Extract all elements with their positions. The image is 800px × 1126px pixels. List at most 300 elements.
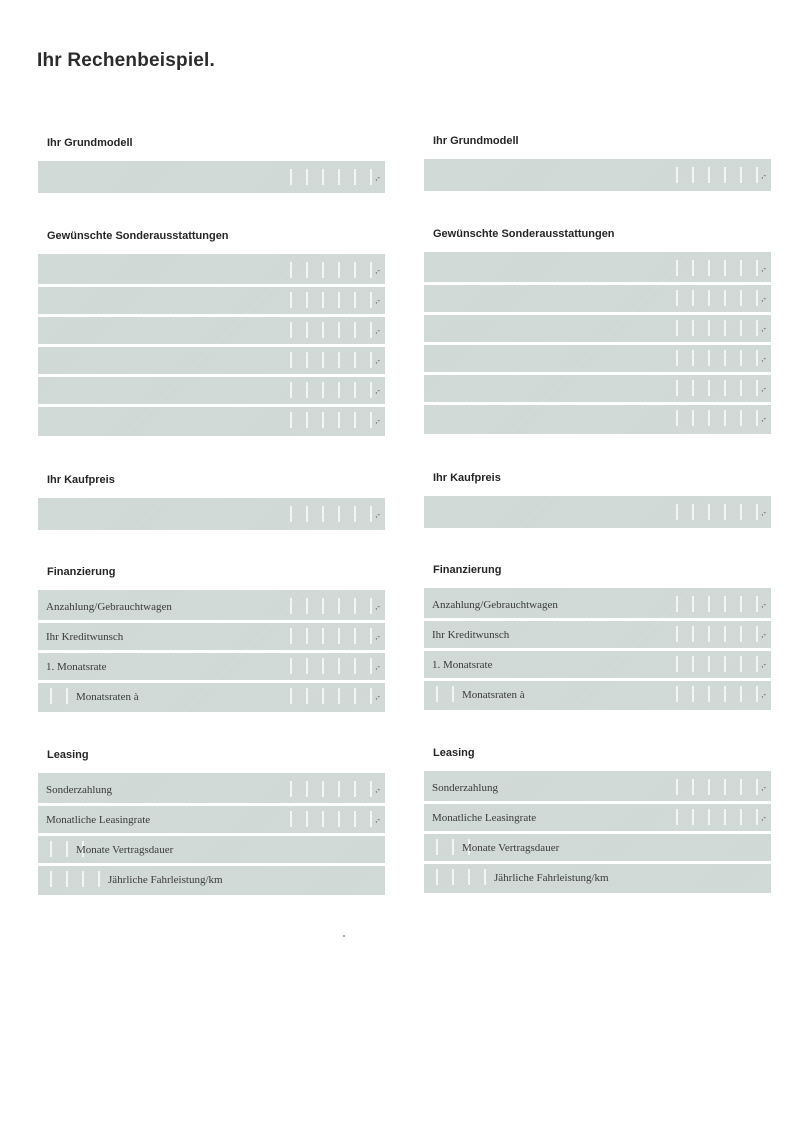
section-heading-finanzierung: Finanzierung [47,566,116,578]
digit-divider [724,504,726,520]
section-heading-sonderausstattungen: Gewünschte Sonderausstattungen [47,230,229,242]
digit-divider [354,169,356,185]
currency-suffix: ,- [375,173,380,182]
digit-divider [306,292,308,308]
digit-divider [708,779,710,795]
digit-divider [692,626,694,642]
form-row[interactable] [424,804,771,830]
amount-entry-boxes[interactable] [424,596,771,612]
page-title: Ihr Rechenbeispiel. [37,50,216,71]
digit-divider [338,781,340,797]
digit-divider [724,596,726,612]
currency-suffix: ,- [761,630,766,639]
form-row[interactable] [424,315,771,341]
form-row[interactable] [424,255,771,281]
digit-divider [338,352,340,368]
form-row[interactable] [424,864,771,890]
digit-divider [306,352,308,368]
currency-suffix: ,- [375,510,380,519]
row-label: 1. Monatsrate [432,659,493,671]
digit-divider [306,382,308,398]
amount-entry-boxes[interactable] [38,352,385,368]
digit-divider [322,598,324,614]
digit-divider [724,350,726,366]
digit-divider [436,869,438,885]
digit-divider [290,811,292,827]
print-speck [343,935,345,937]
digit-divider [708,380,710,396]
digit-divider [290,506,292,522]
row-label: Monatsraten à [76,691,139,703]
digit-divider [322,292,324,308]
form-box-kaufpreis [424,496,771,528]
currency-suffix: ,- [375,692,380,701]
digit-divider [740,686,742,702]
digit-divider [676,260,678,276]
digit-divider [338,598,340,614]
form-row[interactable] [38,866,385,892]
digit-divider [290,412,292,428]
digit-divider [740,380,742,396]
digit-divider [338,292,340,308]
amount-entry-boxes[interactable] [424,260,771,276]
digit-divider [692,596,694,612]
digit-divider [740,350,742,366]
digit-divider [82,871,84,887]
row-label: Monatsraten à [462,689,525,701]
section-heading-kaufpreis: Ihr Kaufpreis [47,474,115,486]
currency-suffix: ,- [375,416,380,425]
digit-divider [756,626,758,642]
digit-divider [338,628,340,644]
digit-divider [370,322,372,338]
digit-divider [708,260,710,276]
digit-divider [306,811,308,827]
digit-divider [692,290,694,306]
form-box-leasing [424,771,771,893]
digit-divider [692,686,694,702]
amount-entry-boxes[interactable] [424,779,771,795]
digit-divider [354,781,356,797]
digit-divider [306,506,308,522]
form-row[interactable] [38,836,385,862]
amount-entry-boxes[interactable] [424,656,771,672]
digit-divider [676,656,678,672]
digit-divider [756,380,758,396]
digit-divider [692,410,694,426]
digit-divider [676,596,678,612]
digit-divider [370,781,372,797]
digit-divider [484,869,486,885]
form-row[interactable] [424,499,771,525]
amount-entry-boxes[interactable] [38,262,385,278]
digit-divider [692,167,694,183]
digit-divider [452,839,454,855]
digit-divider [724,260,726,276]
form-row[interactable] [38,776,385,802]
row-label: Ihr Kreditwunsch [432,629,510,641]
form-row[interactable] [424,375,771,401]
form-box-sonderausstattungen [424,252,771,434]
form-row[interactable] [38,501,385,527]
form-row[interactable] [424,591,771,617]
form-box-grundmodell [424,159,771,191]
digit-divider [708,167,710,183]
digit-divider [692,809,694,825]
digit-divider [740,596,742,612]
digit-divider [740,779,742,795]
form-row[interactable] [38,317,385,343]
digit-divider [290,322,292,338]
digit-divider [740,410,742,426]
digit-divider [692,779,694,795]
currency-suffix: ,- [375,662,380,671]
amount-entry-boxes[interactable] [38,658,385,674]
digit-divider [290,628,292,644]
digit-divider [290,658,292,674]
digit-divider [306,598,308,614]
digit-divider [724,626,726,642]
form-row[interactable] [424,834,771,860]
digit-divider [708,504,710,520]
digit-divider [724,320,726,336]
form-row[interactable] [424,405,771,431]
digit-divider [322,169,324,185]
digit-divider [724,809,726,825]
digit-divider [322,688,324,704]
digit-divider [354,658,356,674]
digit-divider [354,412,356,428]
form-box-finanzierung [38,590,385,712]
digit-divider [676,350,678,366]
digit-divider [338,658,340,674]
digit-divider [98,871,100,887]
digit-divider [756,779,758,795]
currency-suffix: ,- [375,785,380,794]
digit-divider [708,656,710,672]
form-row[interactable] [38,623,385,649]
digit-divider [322,781,324,797]
digit-divider [676,626,678,642]
row-label: Monate Vertragsdauer [462,842,560,854]
digit-divider [370,382,372,398]
digit-divider [290,169,292,185]
digit-divider [724,779,726,795]
digit-divider [306,322,308,338]
form-row[interactable] [38,407,385,433]
amount-entry-boxes[interactable] [38,506,385,522]
digit-divider [724,686,726,702]
amount-entry-boxes[interactable] [424,350,771,366]
digit-divider [756,167,758,183]
digit-divider [740,290,742,306]
digit-divider [290,598,292,614]
currency-suffix: ,- [375,266,380,275]
amount-entry-boxes[interactable] [38,292,385,308]
digit-divider [740,626,742,642]
digit-divider [452,869,454,885]
digit-divider [338,811,340,827]
digit-divider [370,292,372,308]
digit-divider [708,290,710,306]
digit-divider [708,320,710,336]
digit-divider [692,320,694,336]
amount-entry-boxes[interactable] [38,412,385,428]
digit-divider [306,628,308,644]
digit-divider [338,412,340,428]
digit-divider [354,292,356,308]
row-label: Ihr Kreditwunsch [46,631,124,643]
amount-entry-boxes[interactable] [424,410,771,426]
digit-divider [756,290,758,306]
form-box-sonderausstattungen [38,254,385,436]
section-heading-sonderausstattungen: Gewünschte Sonderausstattungen [433,228,615,240]
row-label: Sonderzahlung [46,784,112,796]
digit-divider [676,779,678,795]
currency-suffix: ,- [761,690,766,699]
form-row[interactable] [38,806,385,832]
currency-suffix: ,- [375,602,380,611]
digit-divider [354,506,356,522]
digit-divider [756,260,758,276]
digit-divider [740,260,742,276]
currency-suffix: ,- [375,632,380,641]
digit-divider [370,598,372,614]
currency-suffix: ,- [761,324,766,333]
form-row[interactable] [38,164,385,190]
form-row[interactable] [38,347,385,373]
amount-entry-boxes[interactable] [38,322,385,338]
digit-divider [740,656,742,672]
form-box-finanzierung [424,588,771,710]
digit-divider [724,380,726,396]
digit-divider [676,290,678,306]
digit-divider [338,322,340,338]
form-row[interactable] [424,774,771,800]
digit-divider [322,412,324,428]
amount-entry-boxes[interactable] [424,809,771,825]
form-row[interactable] [38,653,385,679]
digit-divider [290,382,292,398]
currency-suffix: ,- [375,815,380,824]
form-row[interactable] [424,162,771,188]
form-row[interactable] [38,377,385,403]
form-row[interactable] [424,621,771,647]
digit-divider [354,628,356,644]
amount-entry-boxes[interactable] [38,781,385,797]
amount-entry-boxes[interactable] [38,811,385,827]
section-heading-grundmodell: Ihr Grundmodell [47,137,133,149]
digit-divider [322,352,324,368]
form-box-leasing [38,773,385,895]
row-label: 1. Monatsrate [46,661,107,673]
row-label: Sonderzahlung [432,782,498,794]
currency-suffix: ,- [375,326,380,335]
digit-divider [756,686,758,702]
digit-divider [676,410,678,426]
digit-divider [692,260,694,276]
form-row[interactable] [38,257,385,283]
form-row[interactable] [38,593,385,619]
digit-divider [724,656,726,672]
amount-entry-boxes[interactable] [38,688,385,704]
digit-divider [66,841,68,857]
currency-suffix: ,- [761,600,766,609]
digit-divider [740,320,742,336]
digit-divider [708,596,710,612]
currency-suffix: ,- [375,356,380,365]
digit-divider [306,169,308,185]
amount-entry-boxes[interactable] [424,320,771,336]
row-label: Anzahlung/Gebrauchtwagen [432,599,558,611]
digit-divider [66,871,68,887]
amount-entry-boxes[interactable] [424,380,771,396]
digit-divider [354,811,356,827]
digit-divider [692,350,694,366]
digit-divider [290,352,292,368]
digit-divider [306,688,308,704]
digit-divider [306,781,308,797]
digit-divider [354,322,356,338]
digit-divider [306,262,308,278]
digit-divider [756,809,758,825]
digit-divider [370,628,372,644]
form-row[interactable] [424,681,771,707]
digit-divider [756,656,758,672]
form-row[interactable] [424,285,771,311]
currency-suffix: ,- [761,384,766,393]
digit-divider [724,410,726,426]
currency-suffix: ,- [761,354,766,363]
amount-entry-boxes[interactable] [424,504,771,520]
digit-divider [50,841,52,857]
digit-divider [290,292,292,308]
digit-divider [708,350,710,366]
currency-suffix: ,- [375,386,380,395]
form-row[interactable] [38,287,385,313]
digit-divider [676,167,678,183]
digit-divider [370,688,372,704]
section-heading-kaufpreis: Ihr Kaufpreis [433,472,501,484]
currency-suffix: ,- [761,414,766,423]
form-row[interactable] [38,683,385,709]
digit-divider [370,262,372,278]
amount-entry-boxes[interactable] [424,167,771,183]
amount-entry-boxes[interactable] [424,686,771,702]
digit-divider [338,688,340,704]
digit-divider [290,262,292,278]
currency-suffix: ,- [761,264,766,273]
digit-divider [50,871,52,887]
digit-divider [708,809,710,825]
digit-divider [306,412,308,428]
digit-divider [724,290,726,306]
section-heading-grundmodell: Ihr Grundmodell [433,135,519,147]
digit-divider [370,412,372,428]
digit-divider [290,781,292,797]
digit-divider [354,598,356,614]
digit-divider [322,322,324,338]
section-heading-leasing: Leasing [47,749,89,761]
row-label: Monatliche Leasingrate [46,814,151,826]
amount-entry-boxes[interactable] [38,598,385,614]
digit-divider [708,686,710,702]
digit-divider [692,504,694,520]
amount-entry-boxes[interactable] [38,382,385,398]
digit-divider [708,626,710,642]
digit-divider [708,410,710,426]
digit-divider [354,352,356,368]
currency-suffix: ,- [761,660,766,669]
form-row[interactable] [424,345,771,371]
row-label: Monatliche Leasingrate [432,812,537,824]
amount-entry-boxes[interactable] [38,169,385,185]
digit-divider [338,382,340,398]
digit-divider [322,658,324,674]
digit-divider [692,380,694,396]
digit-divider [756,320,758,336]
digit-divider [756,410,758,426]
digit-divider [756,504,758,520]
digit-divider [676,320,678,336]
digit-divider [322,382,324,398]
digit-divider [740,167,742,183]
currency-suffix: ,- [761,783,766,792]
digit-divider [756,596,758,612]
digit-divider [676,809,678,825]
currency-suffix: ,- [761,171,766,180]
digit-divider [338,262,340,278]
digit-divider [322,628,324,644]
amount-entry-boxes[interactable] [424,626,771,642]
digit-divider [338,506,340,522]
digit-divider [676,380,678,396]
row-label: Jährliche Fahrleistung/km [494,872,609,884]
section-heading-finanzierung: Finanzierung [433,564,502,576]
digit-divider [676,504,678,520]
amount-entry-boxes[interactable] [38,628,385,644]
currency-suffix: ,- [375,296,380,305]
digit-divider [740,809,742,825]
digit-divider [436,839,438,855]
digit-divider [370,169,372,185]
digit-divider [354,382,356,398]
currency-suffix: ,- [761,294,766,303]
digit-divider [370,811,372,827]
digit-divider [370,352,372,368]
digit-divider [290,688,292,704]
digit-divider [692,656,694,672]
digit-divider [756,350,758,366]
digit-divider [338,169,340,185]
form-box-kaufpreis [38,498,385,530]
row-label: Jährliche Fahrleistung/km [108,874,223,886]
digit-divider [354,688,356,704]
digit-divider [306,658,308,674]
digit-divider [322,811,324,827]
digit-divider [354,262,356,278]
row-label: Monate Vertragsdauer [76,844,174,856]
currency-suffix: ,- [761,508,766,517]
digit-divider [676,686,678,702]
digit-divider [370,506,372,522]
digit-divider [322,262,324,278]
amount-entry-boxes[interactable] [424,290,771,306]
digit-divider [322,506,324,522]
currency-suffix: ,- [761,813,766,822]
form-row[interactable] [424,651,771,677]
section-heading-leasing: Leasing [433,747,475,759]
